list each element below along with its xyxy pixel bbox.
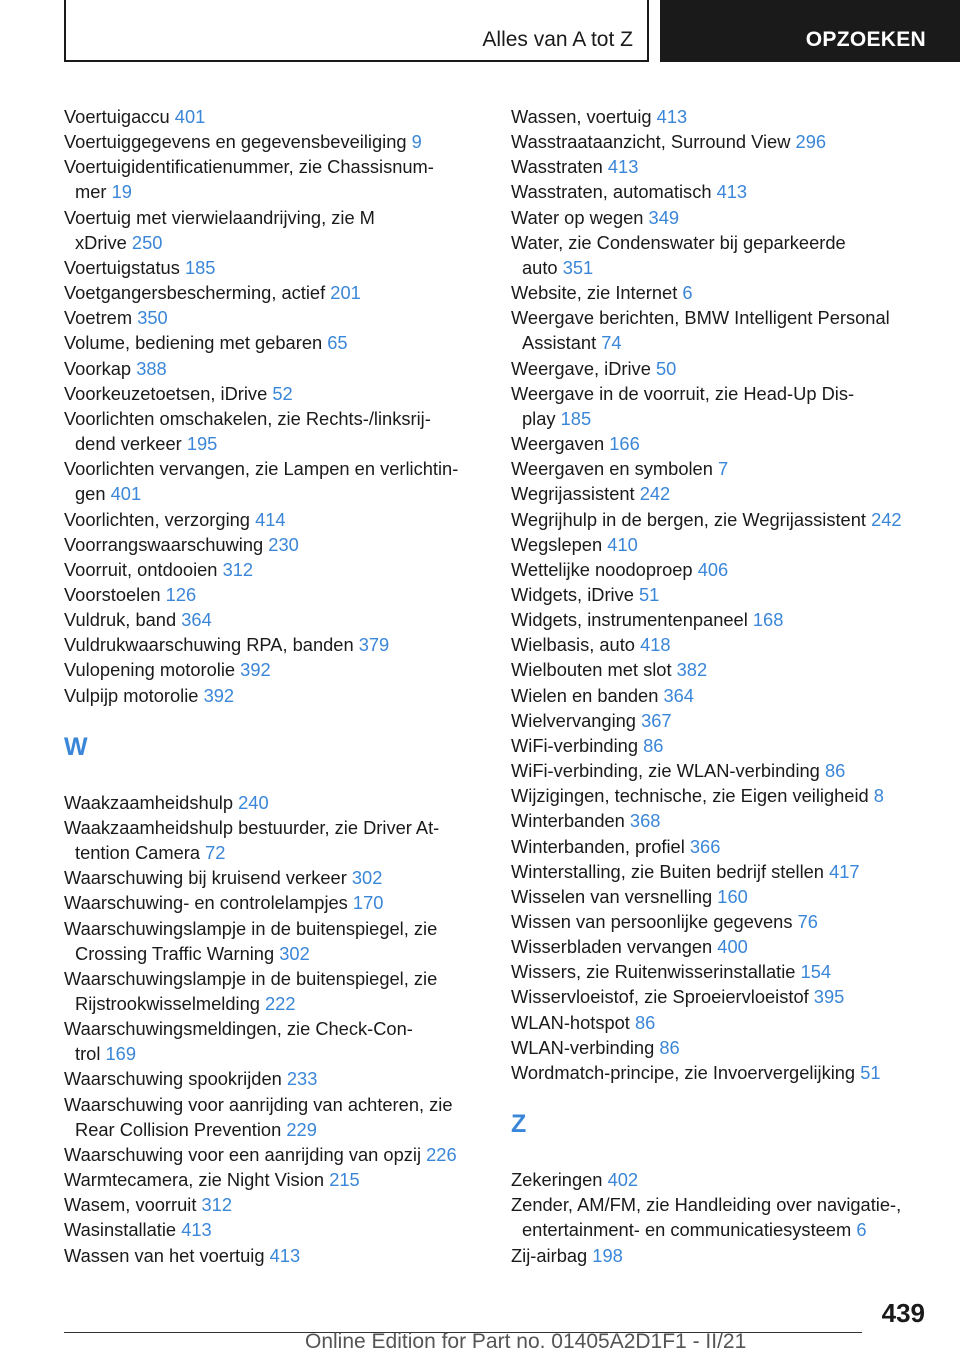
index-entry — [511, 632, 931, 657]
page-link[interactable]: 7 — [717, 458, 729, 480]
page-link[interactable]: 410 — [607, 533, 638, 555]
page-link[interactable]: 154 — [800, 961, 832, 983]
index-entry — [64, 154, 484, 204]
index-entry-text: Wasstraten — [511, 156, 603, 178]
index-entry — [511, 456, 931, 481]
page-link[interactable]: 366 — [689, 835, 721, 857]
index-entry — [64, 356, 484, 381]
page-link[interactable]: 382 — [676, 659, 708, 681]
index-entry — [511, 959, 931, 984]
index-entry — [64, 1092, 484, 1142]
index-entry — [511, 708, 931, 733]
index-entry-text: Waarschuwingsmeldingen, zie Check-Con- — [64, 1018, 413, 1040]
index-entry-text: auto — [522, 256, 558, 278]
index-entry-text: Voorrangswaarschuwing — [64, 533, 264, 555]
page-link[interactable]: 168 — [752, 609, 784, 631]
page-number: 439 — [881, 1298, 925, 1328]
page-link[interactable]: 379 — [358, 634, 390, 656]
index-entry-text: tention Camera — [75, 842, 200, 864]
page-link[interactable]: 195 — [186, 433, 218, 455]
tab-index-label: Alles van A tot Z — [482, 28, 633, 51]
page-link[interactable]: 351 — [562, 256, 594, 278]
index-entry-text: Voertuigstatus — [64, 256, 180, 278]
index-entry-text: WiFi-verbinding — [511, 734, 638, 756]
index-entry-text: Winterbanden — [511, 810, 625, 832]
index-entry-text: WLAN-hotspot — [511, 1011, 630, 1033]
index-entry-text: WiFi-verbinding, zie WLAN-verbinding — [511, 760, 820, 782]
index-entry — [64, 456, 484, 506]
page-link[interactable]: 312 — [222, 558, 254, 580]
index-entry-text: Voorlichten, verzorging — [64, 508, 250, 530]
index-entry-text: Waarschuwing voor een aanrijding van opzij — [64, 1143, 422, 1165]
index-entry-text: Waarschuwing voor aanrijding van achteren, zie — [64, 1093, 453, 1115]
index-entry-text: Wegslepen — [511, 533, 603, 555]
index-entry — [511, 834, 931, 859]
index-entry-text: Wassen van het voertuig — [64, 1244, 265, 1266]
index-entry — [64, 607, 484, 632]
page-link[interactable]: 185 — [560, 407, 592, 429]
index-entry-text: Weergave berichten, BMW Intelligent Personal — [511, 307, 890, 329]
index-entry-text: Wegrijassistent — [511, 483, 635, 505]
index-entry-text: Water op wegen — [511, 206, 644, 228]
index-entry — [64, 381, 484, 406]
tab-index-a-z[interactable] — [64, 0, 649, 62]
index-entry — [64, 104, 484, 129]
index-entry-text: Voorkap — [64, 357, 132, 379]
index-entry-text: Winterstalling, zie Buiten bedrijf stellen — [511, 860, 824, 882]
index-column-right — [511, 104, 931, 1268]
index-entry-text: trol — [75, 1043, 101, 1065]
page-link[interactable]: 51 — [860, 1061, 881, 1083]
index-entry — [64, 1243, 484, 1268]
index-entry-text: Voertuiggegevens en gegevensbeveiliging — [64, 131, 407, 153]
index-entry-text: Vulopening motorolie — [64, 659, 236, 681]
index-entry — [511, 230, 931, 280]
index-entry-text: mer — [75, 181, 107, 203]
page-link[interactable]: 242 — [639, 483, 671, 505]
index-entry — [511, 557, 931, 582]
index-entry-text: Voertuigidentificatienummer, zie Chassisnum- — [64, 156, 434, 178]
page-link[interactable]: 51 — [639, 583, 660, 605]
index-entry-text: Wissen van persoonlijke gegevens — [511, 911, 793, 932]
page-link[interactable]: 400 — [717, 936, 748, 958]
index-entry — [511, 532, 931, 557]
index-entry-text: Wissers, zie Ruitenwisserinstallatie — [511, 961, 796, 983]
page-link[interactable]: 215 — [329, 1169, 360, 1191]
page-link[interactable]: 242 — [871, 508, 902, 530]
page-link[interactable]: 8 — [873, 785, 884, 807]
index-entry — [511, 154, 931, 179]
index-column-left — [64, 104, 484, 1268]
page-link[interactable]: 392 — [203, 684, 235, 706]
index-entry — [64, 632, 484, 657]
page-link[interactable]: 413 — [656, 106, 688, 127]
index-entry — [511, 1010, 931, 1035]
index-entry-text: Waakzaamheidshulp — [64, 791, 234, 813]
index-entry — [511, 582, 931, 607]
index-section-letter: W — [64, 732, 88, 761]
index-entry-text: Website, zie Internet — [511, 282, 678, 304]
page-link[interactable]: 364 — [663, 684, 694, 706]
page-link[interactable]: 413 — [607, 156, 639, 178]
index-entry-text: Widgets, iDrive — [511, 583, 634, 605]
index-entry — [64, 557, 484, 582]
index-entry — [511, 179, 931, 204]
index-entry-text: Voertuig met vierwielaandrijving, zie M — [64, 206, 375, 228]
page-link[interactable]: 52 — [272, 382, 293, 404]
index-entry — [511, 984, 931, 1009]
index-entry — [64, 129, 484, 154]
page-link[interactable]: 6 — [682, 282, 693, 304]
index-entry — [64, 1167, 484, 1192]
index-entry-text: Wasinstallatie — [64, 1219, 177, 1241]
index-entry-text: entertainment- en communicatiesysteem — [522, 1219, 852, 1241]
page-link[interactable]: 349 — [648, 206, 680, 228]
index-entry — [511, 205, 931, 230]
index-entry — [511, 1192, 931, 1242]
page-link[interactable]: 413 — [716, 181, 748, 203]
index-entry-text: Wielvervanging — [511, 709, 636, 731]
index-entry-text: Waarschuwing bij kruisend verkeer — [64, 867, 347, 889]
index-entry — [511, 1060, 931, 1085]
index-entry-text: Wielbasis, auto — [511, 634, 635, 656]
index-entry — [511, 683, 931, 708]
page-link[interactable]: 170 — [352, 892, 384, 914]
page-link[interactable]: 86 — [824, 760, 846, 782]
index-entry — [64, 815, 484, 865]
index-entry — [511, 783, 931, 808]
page-link[interactable]: 413 — [269, 1244, 301, 1266]
index-entry — [64, 330, 484, 355]
tab-search[interactable] — [660, 0, 960, 62]
page-link[interactable]: 169 — [105, 1043, 137, 1065]
page-link[interactable]: 9 — [411, 131, 422, 153]
index-entry-text: Wisservloeistof, zie Sproeiervloeistof — [511, 986, 809, 1008]
index-entry-text: Voorlichten omschakelen, zie Rechts-/linksrij- — [64, 407, 431, 429]
page-link[interactable]: 86 — [634, 1011, 656, 1033]
index-entry-text: Zij-airbag — [511, 1244, 588, 1266]
index-entry-text: Voetgangersbescherming, actief — [64, 282, 326, 304]
index-entry-text: Weergave, iDrive — [511, 357, 651, 379]
page-link[interactable]: 395 — [813, 986, 845, 1008]
page-link[interactable]: 229 — [286, 1118, 317, 1140]
page-link[interactable]: 392 — [240, 659, 271, 681]
index-entry-text: Voorlichten vervangen, zie Lampen en verlichtin- — [64, 458, 459, 480]
index-entry-text: Voertuigaccu — [64, 106, 170, 127]
index-entry — [511, 1035, 931, 1060]
page-link[interactable]: 417 — [829, 860, 860, 882]
footer-edition-text: Online Edition for Part no. 01405A2D1F1 - II/21 — [305, 1330, 747, 1353]
page-link[interactable]: 240 — [238, 791, 269, 813]
page-link[interactable]: 302 — [351, 867, 383, 889]
index-entry — [64, 1217, 484, 1242]
index-entry — [511, 884, 931, 909]
page-link[interactable]: 160 — [717, 885, 748, 907]
page-link[interactable]: 413 — [181, 1219, 212, 1241]
page-link[interactable]: 302 — [279, 942, 310, 964]
index-entry-text: gen — [75, 483, 106, 505]
index-entry-text: Wielen en banden — [511, 684, 659, 706]
index-entry-text: Zender, AM/FM, zie Handleiding over navigatie-, — [511, 1194, 902, 1216]
index-entry-text: dend verkeer — [75, 433, 182, 455]
index-entry-text: Wasstraataanzicht, Surround View — [511, 131, 791, 153]
index-entry — [511, 280, 931, 305]
index-entry-text: Waarschuwing spookrijden — [64, 1068, 282, 1090]
index-entry — [511, 507, 931, 532]
page-link[interactable]: 19 — [111, 181, 132, 203]
page-link[interactable]: 418 — [640, 634, 671, 656]
index-entry — [64, 1066, 484, 1091]
page-link[interactable]: 86 — [659, 1036, 680, 1058]
page-link[interactable]: 367 — [641, 709, 672, 731]
index-entry-text: Wegrijhulp in de bergen, zie Wegrijassistent — [511, 508, 866, 530]
page-link[interactable]: 230 — [268, 533, 299, 555]
page-link[interactable]: 401 — [110, 483, 142, 505]
page-link[interactable]: 414 — [255, 508, 286, 530]
page-link[interactable]: 166 — [609, 433, 640, 455]
index-entry — [511, 657, 931, 682]
page-link[interactable]: 6 — [856, 1219, 867, 1241]
index-entry-text: Wettelijke noodoproep — [511, 558, 693, 580]
index-entry — [511, 481, 931, 506]
index-entry — [64, 916, 484, 966]
index-entry-text: xDrive — [75, 231, 127, 253]
index-entry — [64, 255, 484, 280]
index-entry — [511, 129, 931, 154]
index-entry — [64, 1192, 484, 1217]
page-link[interactable]: 406 — [697, 558, 729, 580]
page-link[interactable]: 350 — [137, 307, 168, 329]
page-link[interactable]: 126 — [165, 583, 197, 605]
page-link[interactable]: 185 — [184, 256, 216, 278]
index-entry-text: Waarschuwingslampje in de buitenspiegel, zie — [64, 967, 438, 989]
index-entry-text: Assistant — [522, 332, 597, 354]
index-entry-text: Wasem, voorruit — [64, 1194, 197, 1216]
index-entry-text: Warmtecamera, zie Night Vision — [64, 1169, 325, 1191]
index-entry — [511, 934, 931, 959]
index-entry-text: Widgets, instrumentenpaneel — [511, 609, 748, 631]
index-entry-text: Waarschuwing- en controlelampjes — [64, 892, 348, 914]
index-section-letter: Z — [511, 1110, 527, 1139]
index-entry — [64, 507, 484, 532]
page-link[interactable]: 72 — [205, 842, 226, 864]
index-entry-text: Wijzigingen, technische, zie Eigen veiligheid — [511, 785, 869, 807]
page-link[interactable]: 312 — [201, 1194, 233, 1216]
page-link[interactable]: 401 — [174, 106, 206, 127]
index-entry — [64, 683, 484, 708]
index-entry — [64, 790, 484, 815]
index-entry — [64, 865, 484, 890]
index-entry — [64, 305, 484, 330]
index-entry — [64, 1142, 484, 1167]
index-entry-text: Zekeringen — [511, 1169, 603, 1191]
index-entry — [64, 280, 484, 305]
index-entry — [64, 532, 484, 557]
index-entry-text: Wisserbladen vervangen — [511, 936, 713, 958]
index-entry — [511, 758, 931, 783]
header-bar — [0, 0, 960, 66]
index-entry-text: Water, zie Condenswater bij geparkeerde — [511, 231, 846, 253]
index-entry-text: Waarschuwingslampje in de buitenspiegel, zie — [64, 917, 438, 939]
index-entry — [511, 381, 931, 431]
index-entry — [511, 733, 931, 758]
index-entry — [64, 966, 484, 1016]
index-entry-text: Wordmatch-principe, zie Invoervergelijking — [511, 1061, 856, 1083]
index-entry-text: Winterbanden, profiel — [511, 835, 685, 857]
index-entry — [511, 431, 931, 456]
page-link[interactable]: 76 — [797, 911, 818, 932]
page-link[interactable]: 233 — [286, 1068, 318, 1090]
index-entry-text: Vuldruk, band — [64, 609, 177, 631]
page-link[interactable]: 368 — [629, 810, 661, 832]
page-link[interactable]: 296 — [795, 131, 827, 153]
index-entry-text: Weergaven — [511, 433, 605, 455]
index-entry-text: Vulpijp motorolie — [64, 684, 199, 706]
index-entry — [64, 406, 484, 456]
index-entry-text: Voorruit, ontdooien — [64, 558, 218, 580]
page-link[interactable]: 226 — [426, 1143, 457, 1165]
index-entry-text: Voorstoelen — [64, 583, 161, 605]
index-entry-text: Voorkeuzetoetsen, iDrive — [64, 382, 268, 404]
index-entry-text: Crossing Traffic Warning — [75, 942, 275, 964]
page-link[interactable]: 364 — [181, 609, 212, 631]
index-entry — [64, 657, 484, 682]
index-entry-text: Voetrem — [64, 307, 133, 329]
index-entry — [511, 305, 931, 355]
index-entry — [511, 1243, 931, 1268]
index-entry — [64, 1016, 484, 1066]
page-link[interactable]: 201 — [330, 282, 361, 304]
page-link[interactable]: 86 — [643, 734, 664, 756]
index-entry — [64, 205, 484, 255]
index-entry-text: Wassen, voertuig — [511, 106, 652, 127]
page-link[interactable]: 222 — [265, 993, 296, 1014]
index-entry — [511, 808, 931, 833]
index-entry — [511, 607, 931, 632]
page-link[interactable]: 198 — [592, 1244, 623, 1266]
index-entry-text: Weergave in de voorruit, zie Head-Up Dis- — [511, 382, 855, 404]
index-entry-text: Wielbouten met slot — [511, 659, 672, 681]
index-entry-text: Rijstrookwisselmelding — [75, 993, 260, 1014]
tab-search-label: OPZOEKEN — [805, 28, 926, 51]
index-entry-text: WLAN-verbinding — [511, 1036, 655, 1058]
index-entry — [511, 859, 931, 884]
page-link[interactable]: 250 — [131, 231, 163, 253]
index-entry-text: play — [522, 407, 556, 429]
page-link[interactable]: 65 — [327, 332, 348, 354]
index-entry-text: Weergaven en symbolen — [511, 458, 713, 480]
page-link[interactable]: 402 — [607, 1169, 639, 1191]
page-link[interactable]: 50 — [655, 357, 677, 379]
index-entry-text: Volume, bediening met gebaren — [64, 332, 323, 354]
index-entry — [511, 909, 931, 934]
index-entry-text: Wisselen van versnelling — [511, 885, 713, 907]
index-entry-text: Rear Collision Prevention — [75, 1118, 282, 1140]
index-entry-text: Wasstraten, automatisch — [511, 181, 712, 203]
page-link[interactable]: 388 — [136, 357, 167, 379]
index-entry-text: Vuldrukwaarschuwing RPA, banden — [64, 634, 354, 656]
index-entry-text: Waakzaamheidshulp bestuurder, zie Driver At- — [64, 816, 440, 838]
index-entry — [511, 356, 931, 381]
page-link[interactable]: 74 — [601, 332, 622, 354]
index-entry — [64, 890, 484, 915]
index-entry — [511, 1167, 931, 1192]
index-entry — [511, 104, 931, 129]
index-entry — [64, 582, 484, 607]
